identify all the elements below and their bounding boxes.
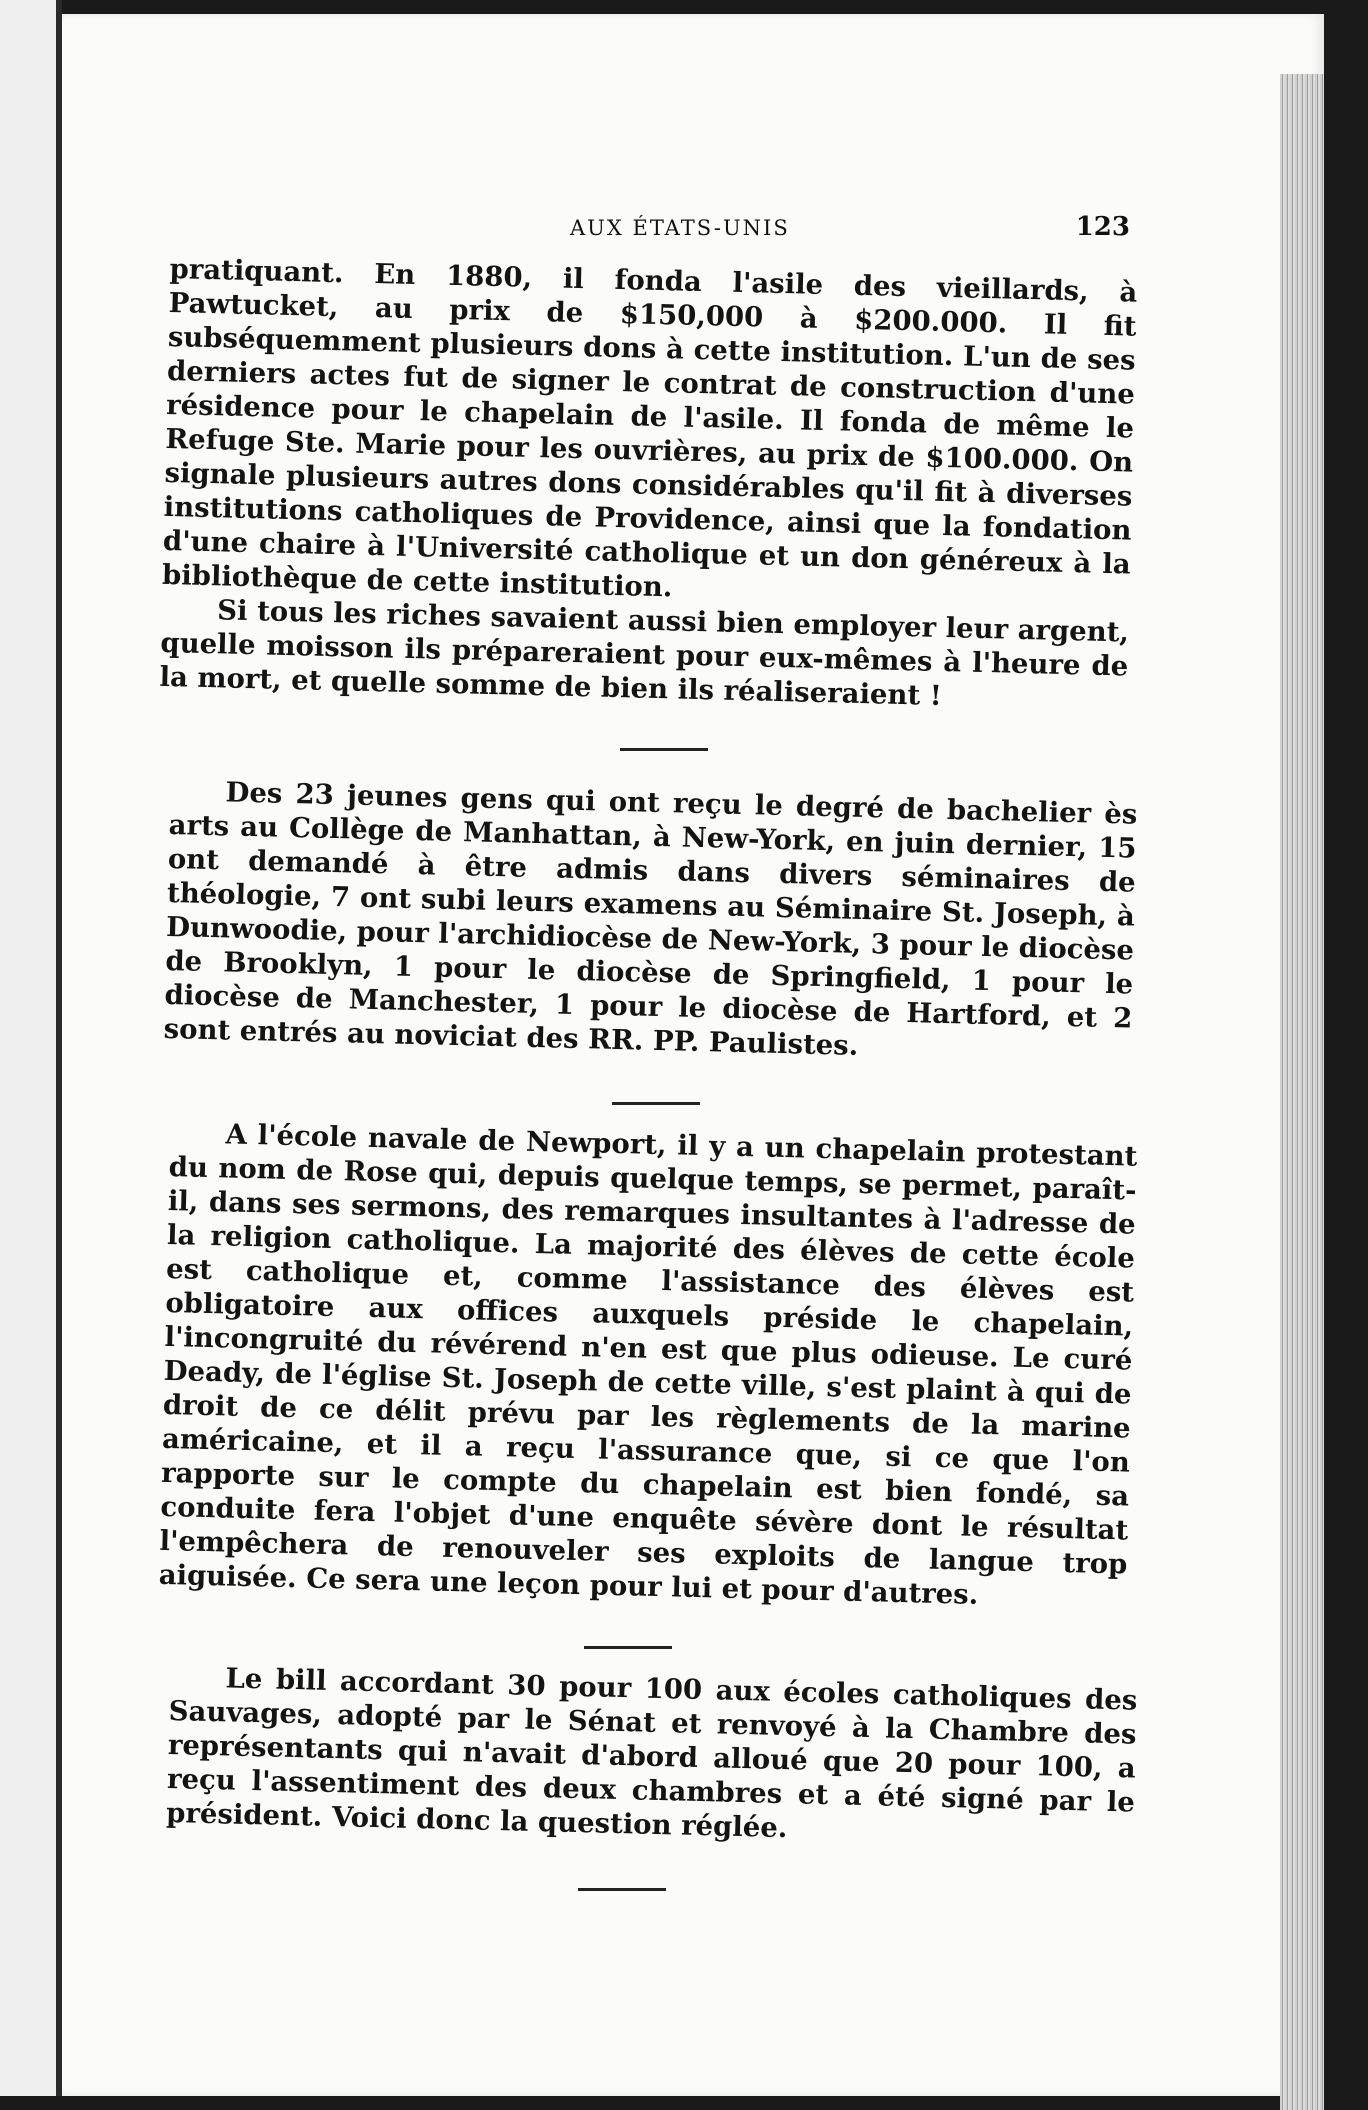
- page-stack-edge: [1280, 74, 1324, 2110]
- paragraph: A l'école navale de Newport, il y a un chapelain protestant du nom de Rose qui, depuis quelque temps, se permet, paraît-il, dans ses sermons, des remarques insultantes à l'adresse de la religion catholique. La majorité des élèves de cette école est catholique et, comme l'assistance des élèves est obligatoire aux offices auxquels préside le chapelain, l'incongruité du révérend n'en est que plus odieuse. Le curé Deady, de l'église St. Joseph de cette ville, s'est plaint à qui de droit de ce délit prévu par les règlements de la marine américaine, et il a reçu l'assurance que, si ce que l'on rapporte sur le compte du chapelain est bien fondé, sa conduite fera l'objet d'une enquête sévère dont le résultat l'empêchera de renouveler ses exploits de langue trop aiguisée. Ce sera une leçon pour lui et pour d'autres.: [158, 1118, 1138, 1611]
- section-divider: [578, 1888, 666, 1891]
- article-newport-naval-school: [158, 1116, 1137, 1616]
- paragraph: Des 23 jeunes gens qui ont reçu le degré de bachelier ès arts au Collège de Manhattan, à New-York, en juin dernier, 15 ont demandé à être admis dans divers séminaires de théologie, 7 ont subi leurs examens au Séminaire St. Joseph, à Dunwoodie, pour l'archidiocèse de New-York, 3 pour le diocèse de Brooklyn, 1 pour le diocèse de Springfield, 1 pour le diocèse de Manchester, 1 pour le diocèse de Hartford, et 2 sont entrés au noviciat des RR. PP. Paulistes.: [163, 776, 1138, 1062]
- paragraph: pratiquant. En 1880, il fonda l'asile des vieillards, à Pawtucket, au prix de $150,000 à $200.000. Il fit subséquemment plusieurs dons à cette institution. L'un de ses derniers actes fut de signer le contrat de construction d'une résidence pour le chapelain de l'asile. Il fonda de même le Refuge Ste. Marie pour les ouvrières, au prix de $100.000. On signale plusieurs autres dons considérables qu'il fit à diverses institutions catholiques de Providence, ainsi que la fondation d'une chaire à l'Université catholique et un don généreux à la bibliothèque de cette institution.: [161, 252, 1138, 604]
- article-manhattan-college: [163, 774, 1137, 1070]
- article-indian-schools-bill: [166, 1660, 1138, 1854]
- running-title: AUX ÉTATS-UNIS: [570, 216, 790, 240]
- scan-border: [1324, 0, 1368, 60]
- article-rhode-island: [159, 252, 1138, 718]
- section-divider: [612, 1102, 700, 1105]
- paragraph: Le bill accordant 30 pour 100 aux écoles catholiques des Sauvages, adopté par le Sénat et renvoyé à la Chambre des représentants qui n'avait d'abord alloué que 20 pour 100, a reçu l'assentiment des deux chambres et a été signé par le président. Voici donc la question réglée.: [165, 1662, 1138, 1845]
- facing-page-edge: [0, 0, 62, 2096]
- page-number: 123: [1075, 212, 1130, 242]
- paragraph: Si tous les riches savaient aussi bien employer leur argent, quelle moisson ils prépareraient pour eux-mêmes à l'heure de la mort, et quelle somme de bien ils réaliseraient !: [159, 594, 1130, 712]
- page-header: [250, 212, 1130, 252]
- section-divider: [584, 1646, 672, 1649]
- section-divider: [620, 748, 708, 751]
